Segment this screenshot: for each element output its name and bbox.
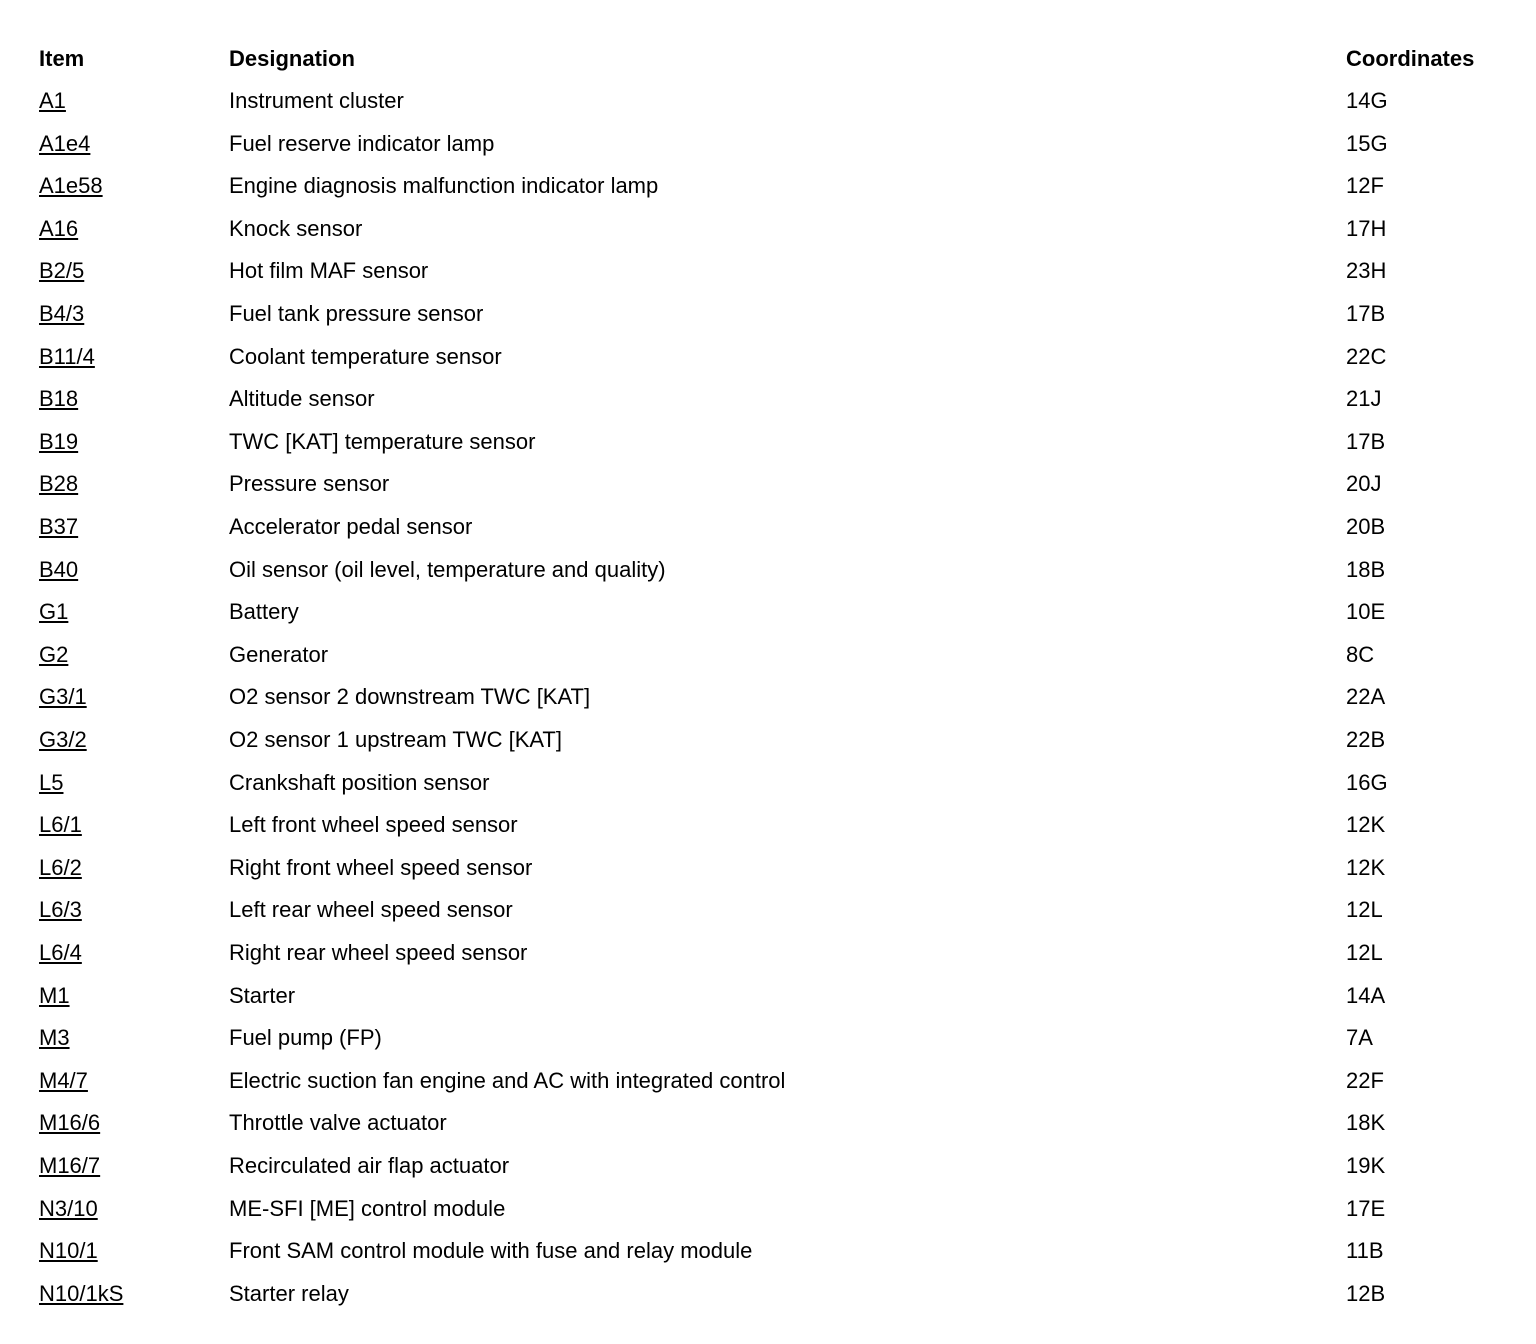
item-link[interactable]: B4/3 bbox=[39, 301, 85, 326]
table-row bbox=[0, 471, 1536, 513]
designation-cell: Left front wheel speed sensor bbox=[229, 812, 518, 837]
table-row bbox=[0, 514, 1536, 556]
item-link[interactable]: B37 bbox=[39, 514, 79, 539]
coordinates-cell: 7A bbox=[1346, 1025, 1373, 1050]
coordinates-cell: 12L bbox=[1346, 940, 1383, 965]
coordinates-cell: 22A bbox=[1346, 684, 1386, 709]
coordinates-cell: 19K bbox=[1346, 1153, 1386, 1178]
table-row bbox=[0, 557, 1536, 599]
coordinates-cell: 22F bbox=[1346, 1068, 1384, 1093]
item-link[interactable]: G3/1 bbox=[39, 684, 87, 709]
designation-cell: Altitude sensor bbox=[229, 386, 375, 411]
table-row bbox=[0, 131, 1536, 173]
table-row bbox=[0, 1196, 1536, 1238]
designation-cell: TWC [KAT] temperature sensor bbox=[229, 429, 536, 454]
coordinates-cell: 18K bbox=[1346, 1110, 1386, 1135]
item-link[interactable]: B11/4 bbox=[39, 344, 95, 369]
designation-cell: Starter bbox=[229, 983, 296, 1008]
item-link[interactable]: G3/2 bbox=[39, 727, 87, 752]
table-row bbox=[0, 684, 1536, 726]
item-link[interactable]: B28 bbox=[39, 471, 79, 496]
item-link[interactable]: N10/1 bbox=[39, 1238, 98, 1263]
item-link[interactable]: M16/6 bbox=[39, 1110, 101, 1135]
coordinates-cell: 21J bbox=[1346, 386, 1382, 411]
coordinates-cell: 14G bbox=[1346, 88, 1388, 113]
item-link[interactable]: M3 bbox=[39, 1025, 70, 1050]
item-link[interactable]: B40 bbox=[39, 557, 79, 582]
table-row bbox=[0, 301, 1536, 343]
table-row bbox=[0, 727, 1536, 769]
header-coordinates: Coordinates bbox=[1346, 46, 1475, 71]
coordinates-cell: 12K bbox=[1346, 855, 1386, 880]
designation-cell: Right rear wheel speed sensor bbox=[229, 940, 528, 965]
designation-cell: Coolant temperature sensor bbox=[229, 344, 502, 369]
header-item: Item bbox=[39, 46, 85, 71]
table-row bbox=[0, 812, 1536, 854]
designation-cell: Instrument cluster bbox=[229, 88, 404, 113]
coordinates-cell: 22C bbox=[1346, 344, 1387, 369]
coordinates-cell: 20J bbox=[1346, 471, 1382, 496]
item-link[interactable]: M4/7 bbox=[39, 1068, 88, 1093]
item-link[interactable]: A1 bbox=[39, 88, 66, 113]
item-link[interactable]: B19 bbox=[39, 429, 79, 454]
coordinates-cell: 12L bbox=[1346, 897, 1383, 922]
item-link[interactable]: B2/5 bbox=[39, 258, 85, 283]
designation-cell: O2 sensor 1 upstream TWC [KAT] bbox=[229, 727, 562, 752]
item-link[interactable]: B18 bbox=[39, 386, 79, 411]
designation-cell: Right front wheel speed sensor bbox=[229, 855, 533, 880]
table-row bbox=[0, 429, 1536, 471]
item-link[interactable]: L6/1 bbox=[39, 812, 82, 837]
coordinates-cell: 17B bbox=[1346, 301, 1386, 326]
designation-cell: Front SAM control module with fuse and relay module bbox=[229, 1238, 753, 1263]
coordinates-cell: 18B bbox=[1346, 557, 1386, 582]
coordinates-cell: 16G bbox=[1346, 770, 1388, 795]
designation-cell: Electric suction fan engine and AC with integrated control bbox=[229, 1068, 786, 1093]
item-link[interactable]: A16 bbox=[39, 216, 79, 241]
item-link[interactable]: G2 bbox=[39, 642, 69, 667]
coordinates-cell: 10E bbox=[1346, 599, 1386, 624]
table-row bbox=[0, 258, 1536, 300]
designation-cell: Throttle valve actuator bbox=[229, 1110, 447, 1135]
item-link[interactable]: L5 bbox=[39, 770, 64, 795]
designation-cell: Fuel pump (FP) bbox=[229, 1025, 382, 1050]
table-row bbox=[0, 1238, 1536, 1280]
table-row bbox=[0, 897, 1536, 939]
coordinates-cell: 17E bbox=[1346, 1196, 1386, 1221]
designation-cell: Engine diagnosis malfunction indicator lamp bbox=[229, 173, 659, 198]
table-row bbox=[0, 770, 1536, 812]
coordinates-cell: 12K bbox=[1346, 812, 1386, 837]
item-link[interactable]: L6/3 bbox=[39, 897, 82, 922]
coordinates-cell: 22B bbox=[1346, 727, 1386, 752]
coordinates-cell: 12B bbox=[1346, 1281, 1386, 1306]
table-header-row bbox=[0, 46, 1536, 88]
designation-cell: Recirculated air flap actuator bbox=[229, 1153, 510, 1178]
designation-cell: Knock sensor bbox=[229, 216, 363, 241]
table-row bbox=[0, 1153, 1536, 1195]
designation-cell: Oil sensor (oil level, temperature and quality) bbox=[229, 557, 666, 582]
table-row bbox=[0, 940, 1536, 982]
item-link[interactable]: M16/7 bbox=[39, 1153, 101, 1178]
table-row bbox=[0, 1281, 1536, 1323]
table-row bbox=[0, 344, 1536, 386]
designation-cell: Hot film MAF sensor bbox=[229, 258, 429, 283]
designation-cell: Accelerator pedal sensor bbox=[229, 514, 473, 539]
item-link[interactable]: N3/10 bbox=[39, 1196, 98, 1221]
designation-cell: ME-SFI [ME] control module bbox=[229, 1196, 506, 1221]
table-row bbox=[0, 173, 1536, 215]
coordinates-cell: 17B bbox=[1346, 429, 1386, 454]
item-link[interactable]: A1e4 bbox=[39, 131, 91, 156]
coordinates-cell: 20B bbox=[1346, 514, 1386, 539]
designation-cell: Battery bbox=[229, 599, 299, 624]
coordinates-cell: 8C bbox=[1346, 642, 1375, 667]
item-link[interactable]: L6/4 bbox=[39, 940, 82, 965]
table-row bbox=[0, 642, 1536, 684]
coordinates-cell: 11B bbox=[1346, 1238, 1384, 1263]
designation-cell: Fuel reserve indicator lamp bbox=[229, 131, 495, 156]
coordinates-cell: 14A bbox=[1346, 983, 1386, 1008]
table-row bbox=[0, 88, 1536, 130]
item-link[interactable]: N10/1kS bbox=[39, 1281, 124, 1306]
designation-cell: Crankshaft position sensor bbox=[229, 770, 490, 795]
table-row bbox=[0, 983, 1536, 1025]
designation-cell: Starter relay bbox=[229, 1281, 349, 1306]
designation-cell: O2 sensor 2 downstream TWC [KAT] bbox=[229, 684, 591, 709]
item-link[interactable]: M1 bbox=[39, 983, 70, 1008]
designation-cell: Fuel tank pressure sensor bbox=[229, 301, 484, 326]
table-row bbox=[0, 599, 1536, 641]
item-link[interactable]: G1 bbox=[39, 599, 69, 624]
table-row bbox=[0, 386, 1536, 428]
header-designation: Designation bbox=[229, 46, 355, 71]
coordinates-cell: 17H bbox=[1346, 216, 1387, 241]
coordinates-cell: 15G bbox=[1346, 131, 1388, 156]
coordinates-cell: 23H bbox=[1346, 258, 1387, 283]
designation-cell: Generator bbox=[229, 642, 329, 667]
designation-cell: Pressure sensor bbox=[229, 471, 390, 496]
coordinates-cell: 12F bbox=[1346, 173, 1384, 198]
table-row bbox=[0, 1068, 1536, 1110]
table-row bbox=[0, 1025, 1536, 1067]
item-link[interactable]: L6/2 bbox=[39, 855, 82, 880]
table-row bbox=[0, 1110, 1536, 1152]
item-link[interactable]: A1e58 bbox=[39, 173, 103, 198]
table-row bbox=[0, 855, 1536, 897]
designation-cell: Left rear wheel speed sensor bbox=[229, 897, 513, 922]
table-row bbox=[0, 216, 1536, 258]
